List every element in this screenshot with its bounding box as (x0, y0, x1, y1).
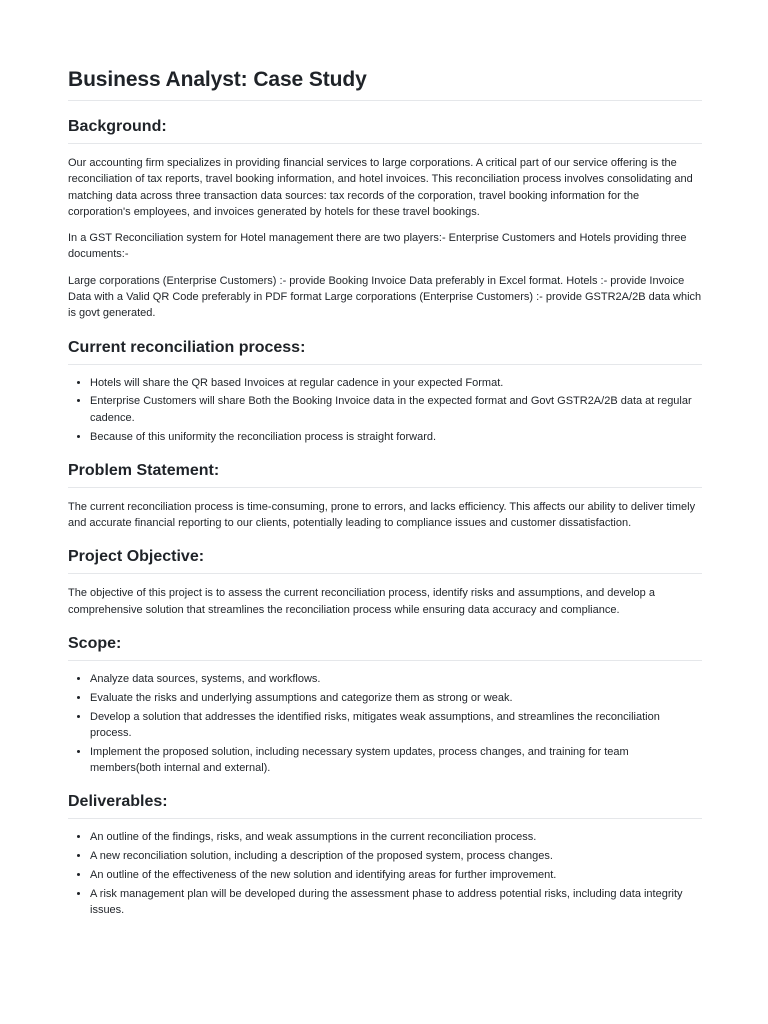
list-item: • Implement the proposed solution, including necessary system updates, process changes, and training for team members(both internal and external). (90, 744, 702, 777)
list-item: • Develop a solution that addresses the identified risks, mitigates weak assumptions, and streamlines the reconciliation process. (90, 709, 702, 742)
section-heading-scope: Scope: (68, 635, 702, 661)
list-item: • A risk management plan will be developed during the assessment phase to address potential risks, including data integrity issues. (90, 886, 702, 919)
background-paragraph-1: Our accounting firm specializes in providing financial services to large corporations. A critical part of our service offering is the reconciliation of tax reports, travel booking information, and hotel invoices. This reconciliation process involves consolidating and matching data across three transaction data sources: tax records of the corporation, travel booking information for the corporation's employees, and invoices generated by hotels for these travel bookings. (68, 157, 693, 218)
section-background (68, 118, 702, 322)
list-item: • Enterprise Customers will share Both the Booking Invoice data in the expected format and Govt GSTR2A/2B data at regular cadence. (90, 393, 702, 426)
section-heading-current-process: Current reconciliation process: (68, 339, 702, 365)
list-item: • A new reconciliation solution, including a description of the proposed system, process changes. (90, 848, 702, 864)
section-project-objective (68, 548, 702, 618)
background-paragraph-3: Large corporations (Enterprise Customers) :- provide Booking Invoice Data preferably in Excel format. Hotels :- provide Invoice Data with a Valid QR Code preferably in PDF format Large corporations (Enterprise Customers) :- provide GSTR2A/2B data which is govt generated. (68, 274, 702, 320)
section-heading-problem-statement: Problem Statement: (68, 462, 702, 488)
list-item: • An outline of the findings, risks, and weak assumptions in the current reconciliation process. (90, 829, 702, 845)
document-title: Business Analyst: Case Study (68, 68, 702, 101)
section-heading-deliverables: Deliverables: (68, 793, 702, 819)
scope-list (68, 671, 702, 776)
list-item: • Hotels will share the QR based Invoices at regular cadence in your expected Format. (90, 375, 702, 391)
list-item: • Because of this uniformity the reconciliation process is straight forward. (90, 429, 702, 445)
problem-statement-paragraph: The current reconciliation process is time-consuming, prone to errors, and lacks efficiency. This affects our ability to deliver timely and accurate financial reporting to our clients, potentially leading to compliance issues and customer dissatisfaction. (68, 500, 696, 530)
list-item: • An outline of the effectiveness of the new solution and identifying areas for further improvement. (90, 867, 702, 883)
project-objective-paragraph: The objective of this project is to assess the current reconciliation process, identify risks and assumptions, and develop a comprehensive solution that streamlines the reconciliation process while ensuring data accuracy and compliance. (68, 587, 655, 616)
section-problem-statement (68, 462, 702, 532)
section-heading-project-objective: Project Objective: (68, 548, 702, 574)
list-item: • Analyze data sources, systems, and workflows. (90, 671, 702, 687)
section-scope (68, 635, 702, 776)
deliverables-list (68, 829, 702, 918)
section-current-process (68, 339, 702, 445)
current-process-list (68, 375, 702, 445)
section-heading-background: Background: (68, 118, 702, 144)
section-deliverables (68, 793, 702, 918)
list-item: • Evaluate the risks and underlying assumptions and categorize them as strong or weak. (90, 690, 702, 706)
background-paragraph-2: In a GST Reconciliation system for Hotel management there are two players:- Enterprise Customers and Hotels providing three documents:- (68, 232, 687, 261)
